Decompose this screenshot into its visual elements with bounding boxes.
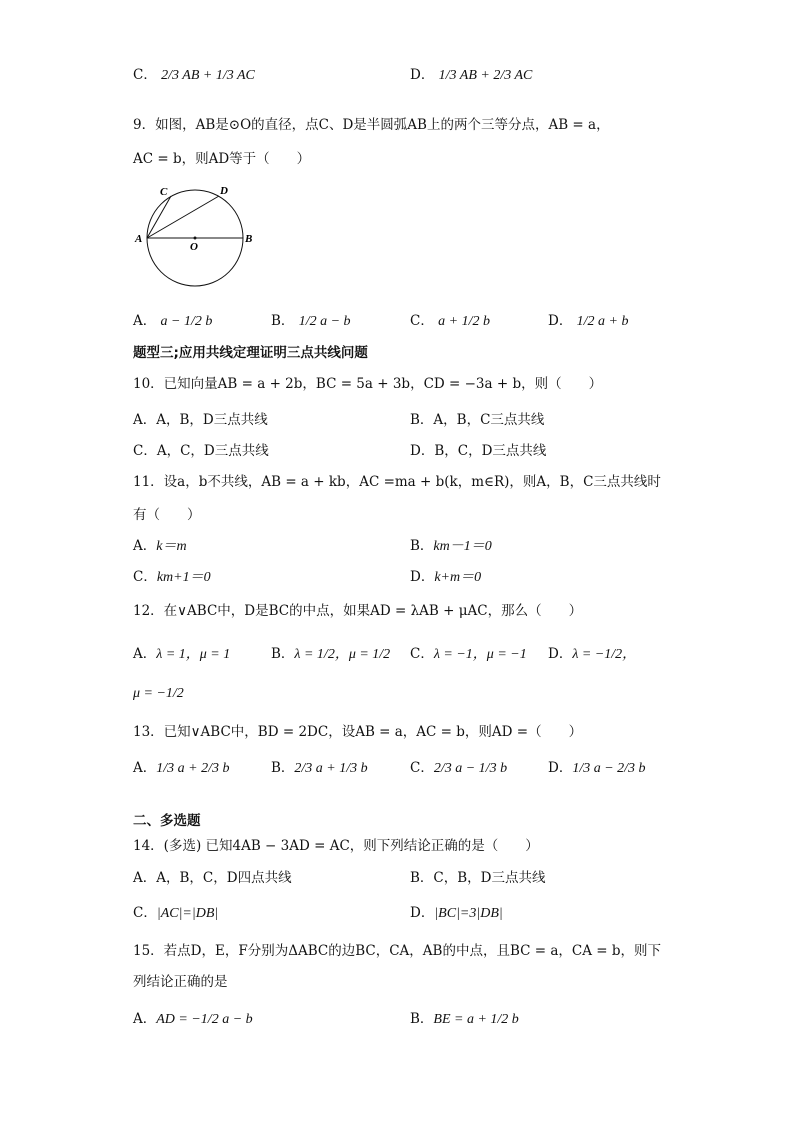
q11-option-c-label: C．: [133, 569, 157, 585]
q13-option-b-label: B．: [271, 760, 295, 776]
q14-option-c[interactable]: [133, 904, 218, 923]
q12-option-c-text: λ = −1，μ = −1: [433, 647, 527, 662]
section-multi-title: 二、多选题: [133, 813, 201, 829]
q15-option-b-expr: BE = a + 1/2 b: [433, 1012, 519, 1027]
q8-option-c-label: C．: [133, 67, 157, 83]
q14-option-d[interactable]: [410, 904, 503, 923]
q9-circle-figure: [130, 180, 260, 290]
q11-option-d-text: k+m＝0: [434, 570, 482, 585]
q12-option-a[interactable]: [133, 645, 230, 664]
q9-stem-line2: AC = b，则AD等于（ ）: [133, 151, 311, 167]
q12-option-c-label: C．: [410, 646, 434, 662]
q13-stem: 13．已知∨ABC中，BD = 2DC，设AB = a，AC = b，则AD =（ ）: [133, 724, 583, 740]
q12-option-d-text: λ = −1/2，: [572, 647, 637, 662]
q11-option-b-text: km－1＝0: [433, 539, 492, 554]
q12-option-b-label: B．: [271, 646, 295, 662]
q10-option-b[interactable]: [410, 411, 544, 429]
q13-option-a-label: A．: [133, 760, 157, 776]
q9-option-d-expr: 1/2 a + b: [576, 314, 629, 329]
q9-option-c[interactable]: [410, 312, 490, 331]
chord-ac: [147, 196, 171, 238]
q12-option-b-text: λ = 1/2，μ = 1/2: [294, 647, 391, 662]
q12-option-a-label: A．: [133, 646, 157, 662]
q8-option-d-expr: 1/3 AB + 2/3 AC: [438, 68, 533, 83]
q8-option-d-label: D．: [410, 67, 435, 83]
q12-option-b[interactable]: [271, 645, 390, 664]
q11-option-a-label: A．: [133, 538, 157, 554]
q14-option-c-text: |AC|=|DB|: [156, 906, 219, 921]
q9-option-a-label: A．: [133, 313, 157, 329]
q9-option-d-label: D．: [548, 313, 573, 329]
q14-stem: 14．(多选) 已知4AB − 3AD = AC，则下列结论正确的是（ ）: [133, 838, 539, 854]
q14-option-d-text: |BC|=3|DB|: [434, 906, 503, 921]
q9-option-c-label: C．: [410, 313, 434, 329]
q14-option-a-label: A．: [133, 870, 157, 886]
label-a: A: [135, 233, 143, 245]
q8-option-d[interactable]: [410, 66, 532, 85]
label-b: B: [245, 233, 253, 245]
q11-option-b-label: B．: [410, 538, 434, 554]
q11-option-c-text: km+1＝0: [156, 570, 211, 585]
q12-option-d-continued: [133, 684, 184, 703]
label-d: D: [220, 185, 228, 197]
q14-option-c-label: C．: [133, 905, 157, 921]
q8-option-c-expr: 2/3 AB + 1/3 AC: [161, 68, 255, 83]
q15-stem-line2: 列结论正确的是: [133, 974, 228, 990]
q10-option-c-label: C．: [133, 443, 157, 459]
q10-option-d-label: D．: [410, 443, 435, 459]
q13-option-c-expr: 2/3 a − 1/3 b: [433, 761, 508, 776]
q9-option-b-label: B．: [271, 313, 295, 329]
q12-option-d[interactable]: [548, 645, 636, 664]
q10-option-d-text: B，C，D三点共线: [434, 443, 547, 459]
q11-option-a-text: k＝m: [156, 539, 187, 554]
q10-option-c[interactable]: [133, 442, 269, 460]
q11-option-a[interactable]: [133, 537, 187, 556]
q14-option-b-text: C，B，D三点共线: [433, 870, 546, 886]
q9-stem-line1: 9．如图，AB是⊙O的直径，点C、D是半圆弧AB上的两个三等分点，AB = a，: [133, 117, 610, 133]
q11-option-b[interactable]: [410, 537, 492, 556]
q15-stem-line1: 15．若点D，E，F分别为ΔABC的边BC，CA，AB的中点，且BC = a，CA = b，则下: [133, 943, 662, 959]
q13-option-d-label: D．: [548, 760, 573, 776]
q10-option-a[interactable]: [133, 411, 268, 429]
q12-option-d-label: D．: [548, 646, 573, 662]
q12-stem: 12．在∨ABC中，D是BC的中点，如果AD = λAB + μAC，那么（ ）: [133, 603, 583, 619]
q15-option-b[interactable]: [410, 1010, 519, 1029]
q10-option-a-label: A．: [133, 412, 157, 428]
q13-option-b-expr: 2/3 a + 1/3 b: [294, 761, 368, 776]
q11-stem-line2: 有（ ）: [133, 507, 201, 523]
q9-option-a[interactable]: [133, 312, 212, 331]
q13-option-c-label: C．: [410, 760, 434, 776]
q15-option-b-label: B．: [410, 1011, 434, 1027]
q10-option-b-label: B．: [410, 412, 434, 428]
q12-option-d-mu: μ = −1/2: [133, 686, 184, 701]
q14-option-d-label: D．: [410, 905, 435, 921]
q14-option-a[interactable]: [133, 869, 292, 887]
section3-title: 题型三;应用共线定理证明三点共线问题: [133, 345, 368, 361]
q12-option-a-text: λ = 1，μ = 1: [156, 647, 231, 662]
q10-option-d[interactable]: [410, 442, 546, 460]
q11-option-d[interactable]: [410, 568, 481, 587]
q14-option-a-text: A，B，C，D四点共线: [156, 870, 292, 886]
q15-option-a[interactable]: [133, 1010, 253, 1029]
label-o: O: [190, 241, 198, 253]
q14-option-b[interactable]: [410, 869, 546, 887]
q8-option-c[interactable]: [133, 66, 255, 85]
q14-option-b-label: B．: [410, 870, 434, 886]
q11-stem-line1: 11．设a，b不共线，AB = a + kb，AC =ma + b(k，m∈R)，则A，B，C三点共线时: [133, 474, 661, 490]
label-c: C: [160, 186, 168, 198]
q10-option-c-text: A，C，D三点共线: [156, 443, 269, 459]
q9-option-b[interactable]: [271, 312, 351, 331]
chord-ad: [147, 196, 219, 238]
q13-option-a-expr: 1/3 a + 2/3 b: [156, 761, 230, 776]
center-dot: [194, 237, 197, 240]
q13-option-b[interactable]: [271, 759, 368, 778]
q13-option-c[interactable]: [410, 759, 507, 778]
q9-option-b-expr: 1/2 a − b: [298, 314, 351, 329]
q9-option-c-expr: a + 1/2 b: [438, 314, 490, 329]
q10-option-a-text: A，B，D三点共线: [156, 412, 268, 428]
q9-option-a-expr: a − 1/2 b: [160, 314, 213, 329]
q13-option-d-expr: 1/3 a − 2/3 b: [572, 761, 646, 776]
q13-option-d[interactable]: [548, 759, 646, 778]
q15-option-a-label: A．: [133, 1011, 157, 1027]
q12-option-c[interactable]: [410, 645, 527, 664]
q15-option-a-expr: AD = −1/2 a − b: [156, 1012, 253, 1027]
q10-stem: 10．已知向量AB = a + 2b，BC = 5a + 3b，CD = −3a + b，则（ ）: [133, 376, 603, 392]
q9-option-d[interactable]: [548, 312, 628, 331]
q10-option-b-text: A，B，C三点共线: [433, 412, 545, 428]
q11-option-c[interactable]: [133, 568, 211, 587]
q13-option-a[interactable]: [133, 759, 229, 778]
q11-option-d-label: D．: [410, 569, 435, 585]
